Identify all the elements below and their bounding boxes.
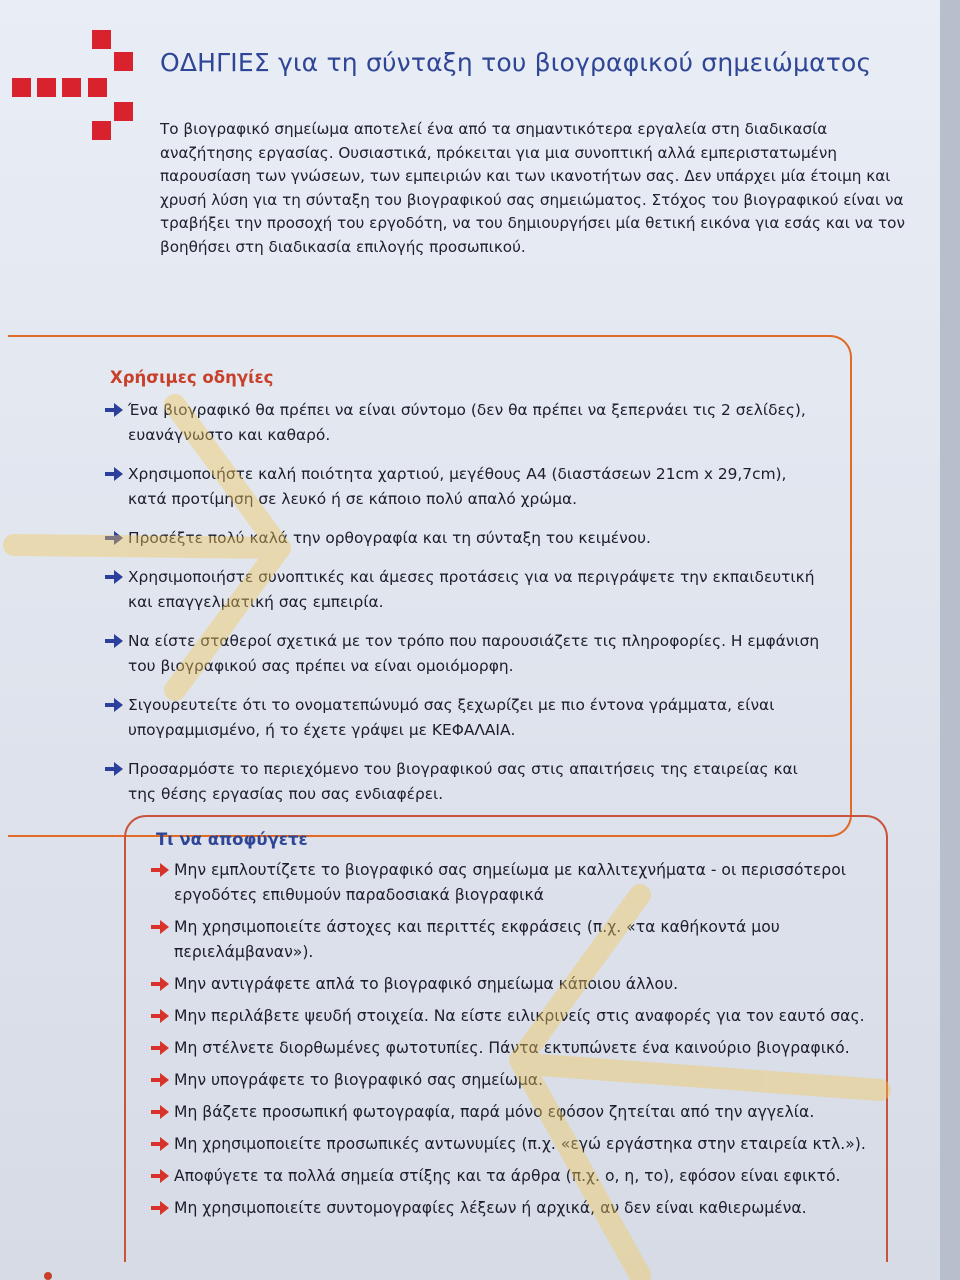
page-title: ΟΔΗΓΙΕΣ για τη σύνταξη του βιογραφικού σημειώματος bbox=[160, 48, 872, 77]
list-item bbox=[150, 1068, 885, 1093]
list-item-text: Μη χρησιμοποιείτε άστοχες και περιττές εκφράσεις (π.χ. «τα καθήκοντά μου περιελάμβαναν»). bbox=[174, 918, 780, 961]
useful-tips-heading: Χρήσιμες οδηγίες bbox=[110, 368, 274, 387]
blue-arrow-icon bbox=[104, 466, 124, 482]
list-item-text: Μη στέλνετε διορθωμένες φωτοτυπίες. Πάντα εκτυπώνετε ένα καινούριο βιογραφικό. bbox=[174, 1039, 850, 1057]
red-arrow-icon bbox=[150, 976, 170, 992]
list-item bbox=[150, 1036, 885, 1061]
red-arrow-icon bbox=[150, 1072, 170, 1088]
red-arrow-icon bbox=[150, 1200, 170, 1216]
list-item bbox=[104, 462, 824, 512]
list-item bbox=[150, 1132, 885, 1157]
red-arrow-icon bbox=[150, 1136, 170, 1152]
list-item-text: Ένα βιογραφικό θα πρέπει να είναι σύντομο (δεν θα πρέπει να ξεπερνάει τις 2 σελίδες), ευανάγνωστο και καθαρό. bbox=[128, 401, 806, 444]
red-arrow-icon bbox=[150, 1168, 170, 1184]
list-item bbox=[104, 757, 824, 807]
list-item-text: Χρησιμοποιήστε καλή ποιότητα χαρτιού, μεγέθους Α4 (διαστάσεων 21cm x 29,7cm), κατά προτίμηση σε λευκό ή σε κάποιο πολύ απαλό χρώμα. bbox=[128, 465, 787, 508]
list-item-text: Μην αντιγράφετε απλά το βιογραφικό σημείωμα κάποιου άλλου. bbox=[174, 975, 679, 993]
red-arrow-icon bbox=[150, 1104, 170, 1120]
intro-paragraph: Το βιογραφικό σημείωμα αποτελεί ένα από τα σημαντικότερα εργαλεία στη διαδικασία αναζήτησης εργασίας. Ουσιαστικά, πρόκειται για μια συνοπτική αλλά εμπεριστατωμένη παρουσίαση των γνώσεων, των εμπειριών και των ικανοτήτων σας. Δεν υπάρχει μία έτοιμη και χρυσή λύση για τη σύνταξη του βιογραφικού σας σημειώματος. Στόχος του βιογραφικού είναι να τραβήξει την προσοχή του εργοδότη, να του δημιουργήσει μία θετική εικόνα για εσάς και να τον βοηθήσει στη διαδικασία επιλογής προσωπικού. bbox=[160, 120, 905, 256]
red-arrow-icon bbox=[150, 919, 170, 935]
list-item bbox=[104, 693, 824, 743]
list-item bbox=[104, 565, 824, 615]
red-arrow-icon bbox=[150, 862, 170, 878]
list-item bbox=[150, 858, 885, 908]
list-item-text: Μην περιλάβετε ψευδή στοιχεία. Να είστε ειλικρινείς στις αναφορές για τον εαυτό σας. bbox=[174, 1007, 865, 1025]
blue-arrow-icon bbox=[104, 530, 124, 546]
list-item bbox=[150, 915, 885, 965]
red-arrow-icon bbox=[150, 1040, 170, 1056]
list-item-text: Προσέξτε πολύ καλά την ορθογραφία και τη σύνταξη του κειμένου. bbox=[128, 529, 651, 547]
avoid-tips-list bbox=[150, 858, 885, 1228]
list-item bbox=[150, 1196, 885, 1221]
red-square-cross-logo bbox=[12, 30, 137, 140]
list-item bbox=[104, 526, 824, 551]
page-corner-dot bbox=[44, 1272, 52, 1280]
list-item-text: Μην εμπλουτίζετε το βιογραφικό σας σημείωμα με καλλιτεχνήματα - οι περισσότεροι εργοδότες επιθυμούν παραδοσιακά βιογραφικά bbox=[174, 861, 847, 904]
list-item bbox=[150, 1004, 885, 1029]
blue-arrow-icon bbox=[104, 569, 124, 585]
list-item bbox=[104, 398, 824, 448]
list-item-text: Μη χρησιμοποιείτε συντομογραφίες λέξεων ή αρχικά, αν δεν είναι καθιερωμένα. bbox=[174, 1199, 807, 1217]
blue-arrow-icon bbox=[104, 697, 124, 713]
list-item bbox=[150, 1100, 885, 1125]
blue-arrow-icon bbox=[104, 633, 124, 649]
list-item bbox=[150, 972, 885, 997]
list-item-text: Προσαρμόστε το περιεχόμενο του βιογραφικού σας στις απαιτήσεις της εταιρείας και της θέσης εργασίας που σας ενδιαφέρει. bbox=[128, 760, 798, 803]
page-edge bbox=[940, 0, 960, 1280]
list-item bbox=[150, 1164, 885, 1189]
list-item-text: Χρησιμοποιήστε συνοπτικές και άμεσες προτάσεις για να περιγράψετε την εκπαιδευτική και επαγγελματική σας εμπειρία. bbox=[128, 568, 815, 611]
list-item-text: Σιγουρευτείτε ότι το ονοματεπώνυμό σας ξεχωρίζει με πιο έντονα γράμματα, είναι υπογραμμισμένο, ή το έχετε γράψει με ΚΕΦΑΛΑΙΑ. bbox=[128, 696, 775, 739]
red-arrow-icon bbox=[150, 1008, 170, 1024]
list-item-text: Μη βάζετε προσωπική φωτογραφία, παρά μόνο εφόσον ζητείται από την αγγελία. bbox=[174, 1103, 815, 1121]
list-item-text: Αποφύγετε τα πολλά σημεία στίξης και τα άρθρα (π.χ. ο, η, το), εφόσον είναι εφικτό. bbox=[174, 1167, 841, 1185]
avoid-tips-heading: Τι να αποφύγετε bbox=[156, 830, 308, 849]
blue-arrow-icon bbox=[104, 402, 124, 418]
blue-arrow-icon bbox=[104, 761, 124, 777]
useful-tips-list bbox=[104, 398, 824, 821]
list-item-text: Μην υπογράφετε το βιογραφικό σας σημείωμα. bbox=[174, 1071, 544, 1089]
list-item bbox=[104, 629, 824, 679]
list-item-text: Να είστε σταθεροί σχετικά με τον τρόπο που παρουσιάζετε τις πληροφορίες. Η εμφάνιση του βιογραφικού σας πρέπει να είναι ομοιόμορφη. bbox=[128, 632, 820, 675]
list-item-text: Μη χρησιμοποιείτε προσωπικές αντωνυμίες (π.χ. «εγώ εργάστηκα στην εταιρεία κτλ.»). bbox=[174, 1135, 866, 1153]
